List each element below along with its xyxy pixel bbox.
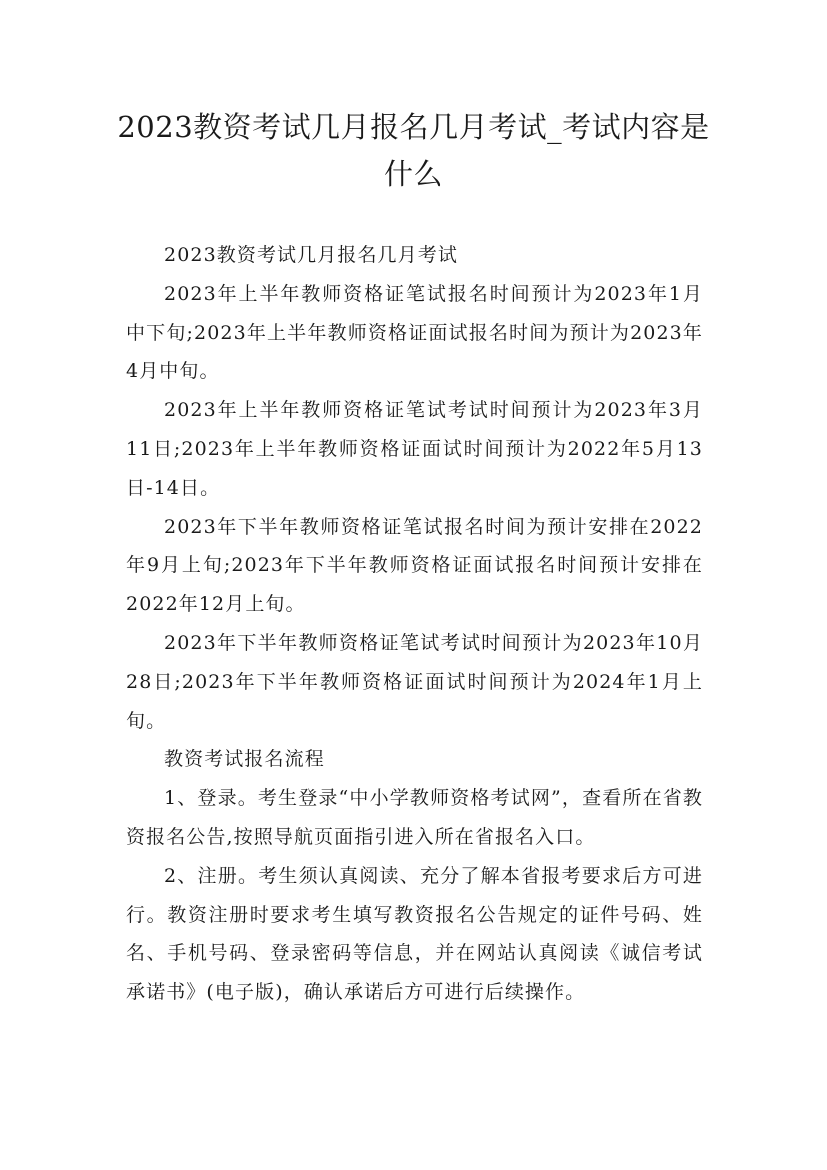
paragraph-second-half-registration: 2023年下半年教师资格证笔试报名时间为预计安排在2022年9月上旬;2023年下半年教师资格证面试报名时间预计安排在2022年12月上旬。 bbox=[126, 515, 703, 616]
paragraph-second-half-exam-dates: 2023年下半年教师资格证笔试考试时间预计为2023年10月28日;2023年下半年教师资格证面试时间预计为2024年1月上旬。 bbox=[126, 631, 703, 732]
document-title: 2023教资考试几月报名几月考试_考试内容是什么 bbox=[117, 110, 710, 191]
document-body bbox=[126, 236, 703, 1012]
paragraph-first-half-registration: 2023年上半年教师资格证笔试报名时间预计为2023年1月中下旬;2023年上半年教师资格证面试报名时间为预计为2023年4月中旬。 bbox=[126, 282, 703, 383]
paragraph-registration-process-heading: 教资考试报名流程 bbox=[164, 748, 325, 771]
paragraph-exam-schedule-heading: 2023教资考试几月报名几月考试 bbox=[164, 244, 458, 266]
paragraph-step-login: 1、登录。考生登录“中小学教师资格考试网”，查看所在省教资报名公告,按照导航页面指引进入所在省报名入口。 bbox=[126, 787, 703, 848]
paragraph-first-half-exam-dates: 2023年上半年教师资格证笔试考试时间预计为2023年3月11日;2023年上半年教师资格证面试时间预计为2022年5月13日-14日。 bbox=[126, 399, 703, 499]
paragraph-step-register: 2、注册。考生须认真阅读、充分了解本省报考要求后方可进行。教资注册时要求考生填写教资报名公告规定的证件号码、姓名、手机号码、登录密码等信息，并在网站认真阅读《诚信考试承诺书》(电子版)，确认承诺后方可进行后续操作。 bbox=[126, 864, 703, 1004]
